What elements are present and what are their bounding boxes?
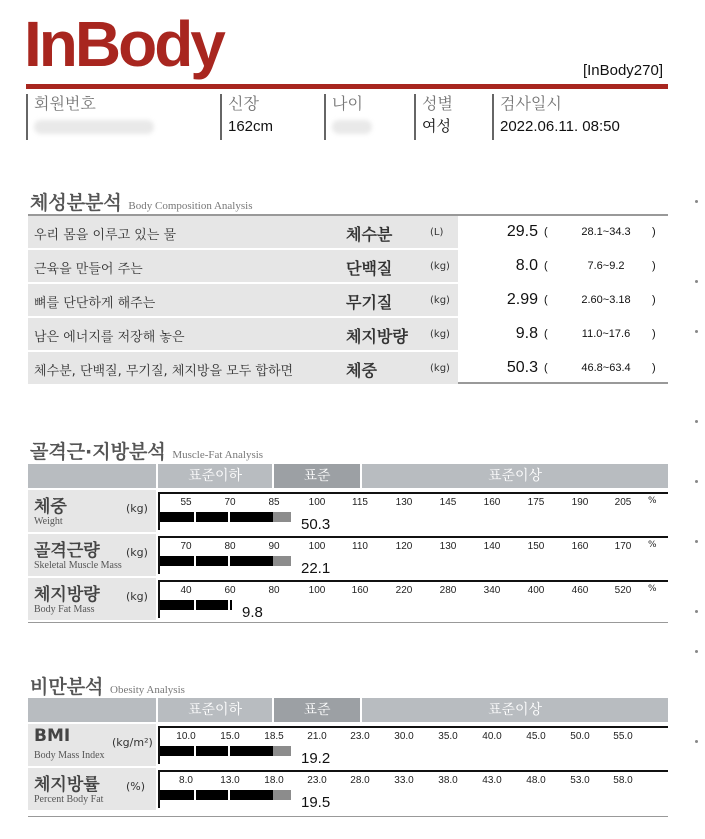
tick-label: 55.0 — [613, 731, 633, 742]
bc-value: 8.0 — [515, 257, 538, 274]
row-name: 체중 — [34, 497, 67, 517]
range-text: 7.6~9.2 — [587, 260, 625, 272]
date-label: 검사일시 — [500, 94, 562, 113]
tick-label: 23.0 — [350, 731, 370, 742]
row-subtitle: Body Fat Mass — [34, 604, 95, 615]
date-value: 2022.06.11. 08:50 — [500, 118, 620, 135]
range-paren-open: ( — [544, 328, 548, 340]
tick-label: 30.0 — [394, 731, 414, 742]
bc-value: 50.3 — [506, 359, 538, 376]
band-standard: 표준 — [274, 464, 360, 488]
bar-value-label: 22.1 — [301, 560, 331, 577]
tick-label: 70 — [180, 541, 192, 552]
tick-label: 220 — [395, 585, 413, 596]
tick-label: 145 — [439, 497, 457, 508]
range-text: 28.1~34.3 — [581, 226, 631, 238]
bar-segment-divider — [194, 746, 196, 756]
height-cell — [220, 94, 320, 140]
tick-label: 460 — [571, 585, 589, 596]
band-standard: 표준 — [274, 698, 360, 722]
value-bar — [160, 600, 232, 610]
obesity-title: 비만분석 — [30, 676, 104, 698]
range-paren-close: ) — [652, 226, 656, 238]
sex-value: 여성 — [422, 118, 451, 135]
bc-unit: (kg) — [430, 295, 450, 306]
value-bar-extension — [273, 746, 291, 756]
tick-label: 18.0 — [264, 775, 284, 786]
band-above-standard: 표준이상 — [362, 464, 668, 488]
value-bar — [160, 512, 273, 522]
row-subtitle: Skeletal Muscle Mass — [34, 560, 122, 571]
tick-label: 33.0 — [394, 775, 414, 786]
body-composition-subtitle: Body Composition Analysis — [128, 200, 253, 212]
age-label: 나이 — [332, 94, 363, 113]
tick-label: 120 — [395, 541, 413, 552]
tick-label: 15.0 — [220, 731, 240, 742]
bc-row — [28, 316, 668, 350]
obesity-subtitle: Obesity Analysis — [110, 684, 185, 696]
tick-label: 50.0 — [570, 731, 590, 742]
range-paren-open: ( — [544, 294, 548, 306]
obesity-bottom-rule — [28, 816, 668, 817]
bar-segment-divider — [194, 556, 196, 566]
muscle_fat-row — [28, 578, 668, 622]
row-subtitle: Weight — [34, 516, 63, 527]
tick-label: 160 — [351, 585, 369, 596]
tick-label: 40.0 — [482, 731, 502, 742]
bar-value-label: 9.8 — [242, 604, 263, 621]
tick-label: 8.0 — [179, 775, 193, 786]
tick-label: 40 — [180, 585, 192, 596]
tick-label: 85 — [268, 497, 280, 508]
sex-label: 성별 — [422, 94, 453, 113]
bar-segment-divider — [228, 512, 230, 522]
bar-axis — [158, 492, 668, 533]
bar-segment-divider — [228, 600, 230, 610]
percent-sign: % — [648, 496, 657, 506]
bar-value-label: 19.2 — [301, 750, 331, 767]
sex-cell — [414, 94, 490, 140]
row-unit: (kg) — [126, 590, 148, 603]
muscle_fat-row — [28, 534, 668, 578]
tick-label: 80 — [268, 585, 280, 596]
row-name: BMI — [34, 726, 71, 746]
bar-segment-divider — [228, 556, 230, 566]
tick-label: 43.0 — [482, 775, 502, 786]
value-bar — [160, 556, 273, 566]
member-id-cell — [26, 94, 216, 140]
muscle-fat-bottom-rule — [28, 622, 668, 623]
range-paren-close: ) — [652, 328, 656, 340]
tick-label: 340 — [483, 585, 501, 596]
tick-label: 55 — [180, 497, 192, 508]
bar-segment-divider — [194, 600, 196, 610]
tick-label: 115 — [352, 497, 368, 508]
tick-label: 60 — [224, 585, 236, 596]
bc-row — [28, 282, 668, 316]
bc-unit: (kg) — [430, 363, 450, 374]
row-unit: (kg) — [126, 502, 148, 515]
tick-label: 28.0 — [350, 775, 370, 786]
percent-sign: % — [648, 540, 657, 550]
value-bar-extension — [273, 556, 291, 566]
tick-label: 400 — [527, 585, 545, 596]
height-label: 신장 — [228, 94, 259, 113]
tick-label: 70 — [224, 497, 236, 508]
bar-segment-divider — [228, 746, 230, 756]
bc-unit: (kg) — [430, 329, 450, 340]
bc-row — [28, 350, 668, 384]
date-cell — [492, 94, 668, 140]
bc-item-name: 무기질 — [346, 293, 393, 312]
tick-label: 38.0 — [438, 775, 458, 786]
range-paren-close: ) — [652, 362, 656, 374]
muscle-fat-heading — [30, 437, 263, 464]
range-text: 46.8~63.4 — [581, 362, 631, 374]
row-name: 골격근량 — [34, 541, 100, 561]
tick-label: 140 — [483, 541, 501, 552]
tick-label: 13.0 — [220, 775, 240, 786]
tick-label: 170 — [614, 541, 632, 552]
muscle_fat-row — [28, 490, 668, 534]
bar-segment-divider — [194, 790, 196, 800]
bar-segment-divider — [228, 790, 230, 800]
row-unit: (kg) — [126, 546, 148, 559]
bar-axis — [158, 726, 668, 767]
row-unit: (%) — [126, 780, 146, 793]
muscle-fat-band — [28, 464, 668, 488]
obesity-row — [28, 768, 668, 812]
bc-item-name: 체수분 — [346, 225, 393, 244]
page-edge-marks — [691, 180, 705, 800]
range-paren-close: ) — [652, 260, 656, 272]
bar-axis — [158, 770, 668, 811]
row-name: 체지방량 — [34, 585, 100, 605]
height-value: 162cm — [228, 118, 274, 135]
tick-label: 58.0 — [613, 775, 633, 786]
tick-label: 90 — [268, 541, 280, 552]
bc-description: 우리 몸을 이루고 있는 물 — [34, 228, 177, 243]
row-unit: (kg/m²) — [112, 736, 153, 749]
tick-label: 520 — [614, 585, 632, 596]
age-cell — [324, 94, 410, 140]
tick-label: 110 — [352, 541, 368, 552]
range-paren-open: ( — [544, 362, 548, 374]
value-bar — [160, 746, 273, 756]
bc-description: 뼈를 단단하게 해주는 — [34, 296, 156, 311]
bc-item-name: 체지방량 — [346, 327, 408, 346]
range-text: 11.0~17.6 — [581, 328, 631, 340]
member-id-label: 회원번호 — [34, 94, 96, 113]
member-id-redacted — [34, 120, 154, 134]
tick-label: 100 — [308, 541, 326, 552]
row-subtitle: Percent Body Fat — [34, 794, 104, 805]
bc-unit: (L) — [430, 227, 444, 238]
tick-label: 160 — [571, 541, 589, 552]
bar-axis — [158, 536, 668, 577]
bc-item-name: 체중 — [346, 361, 377, 380]
age-redacted — [332, 120, 372, 134]
inbody-logo: InBody — [24, 8, 223, 80]
tick-label: 23.0 — [307, 775, 327, 786]
tick-label: 21.0 — [307, 731, 327, 742]
value-bar-extension — [273, 512, 291, 522]
tick-label: 150 — [527, 541, 545, 552]
muscle-fat-title: 골격근·지방분석 — [30, 441, 166, 463]
muscle-fat-subtitle: Muscle-Fat Analysis — [172, 449, 264, 461]
tick-label: 53.0 — [570, 775, 590, 786]
tick-label: 100 — [308, 497, 326, 508]
bc-item-name: 단백질 — [346, 259, 393, 278]
device-model: [InBody270] — [582, 62, 663, 79]
row-name: 체지방률 — [34, 775, 100, 795]
bc-row — [28, 214, 668, 248]
value-bar — [160, 790, 273, 800]
bar-value-label: 50.3 — [301, 516, 331, 533]
bc-value: 2.99 — [506, 291, 538, 308]
range-paren-open: ( — [544, 226, 548, 238]
bar-segment-divider — [194, 512, 196, 522]
tick-label: 45.0 — [526, 731, 546, 742]
bc-description: 체수분, 단백질, 무기질, 체지방을 모두 합하면 — [34, 364, 294, 379]
bc-row — [28, 248, 668, 282]
tick-label: 190 — [571, 497, 589, 508]
body-composition-table — [28, 214, 668, 384]
range-text: 2.60~3.18 — [581, 294, 631, 306]
band-below-standard: 표준이하 — [158, 698, 272, 722]
obesity-band — [28, 698, 668, 722]
band-blank — [28, 464, 156, 488]
tick-label: 48.0 — [526, 775, 546, 786]
bar-value-label: 19.5 — [301, 794, 331, 811]
bc-value: 29.5 — [506, 223, 538, 240]
bc-description: 남은 에너지를 저장해 놓은 — [34, 330, 185, 345]
body-composition-heading — [30, 188, 252, 215]
bar-axis — [158, 580, 668, 621]
tick-label: 130 — [395, 497, 413, 508]
tick-label: 10.0 — [176, 731, 196, 742]
tick-label: 280 — [439, 585, 457, 596]
band-below-standard: 표준이하 — [158, 464, 272, 488]
bc-value: 9.8 — [515, 325, 538, 342]
bc-description: 근육을 만들어 주는 — [34, 262, 143, 277]
range-paren-close: ) — [652, 294, 656, 306]
body-composition-title: 체성분분석 — [30, 192, 122, 214]
tick-label: 205 — [614, 497, 632, 508]
band-above-standard: 표준이상 — [362, 698, 668, 722]
tick-label: 80 — [224, 541, 236, 552]
tick-label: 18.5 — [264, 731, 284, 742]
row-subtitle: Body Mass Index — [34, 750, 105, 761]
range-paren-open: ( — [544, 260, 548, 272]
tick-label: 130 — [439, 541, 457, 552]
band-blank — [28, 698, 156, 722]
percent-sign: % — [648, 584, 657, 594]
obesity-row — [28, 724, 668, 768]
tick-label: 100 — [308, 585, 326, 596]
bc-unit: (kg) — [430, 261, 450, 272]
header-divider — [26, 84, 668, 89]
obesity-heading — [30, 672, 185, 699]
tick-label: 35.0 — [438, 731, 458, 742]
tick-label: 160 — [483, 497, 501, 508]
value-bar-extension — [273, 790, 291, 800]
tick-label: 175 — [527, 497, 545, 508]
